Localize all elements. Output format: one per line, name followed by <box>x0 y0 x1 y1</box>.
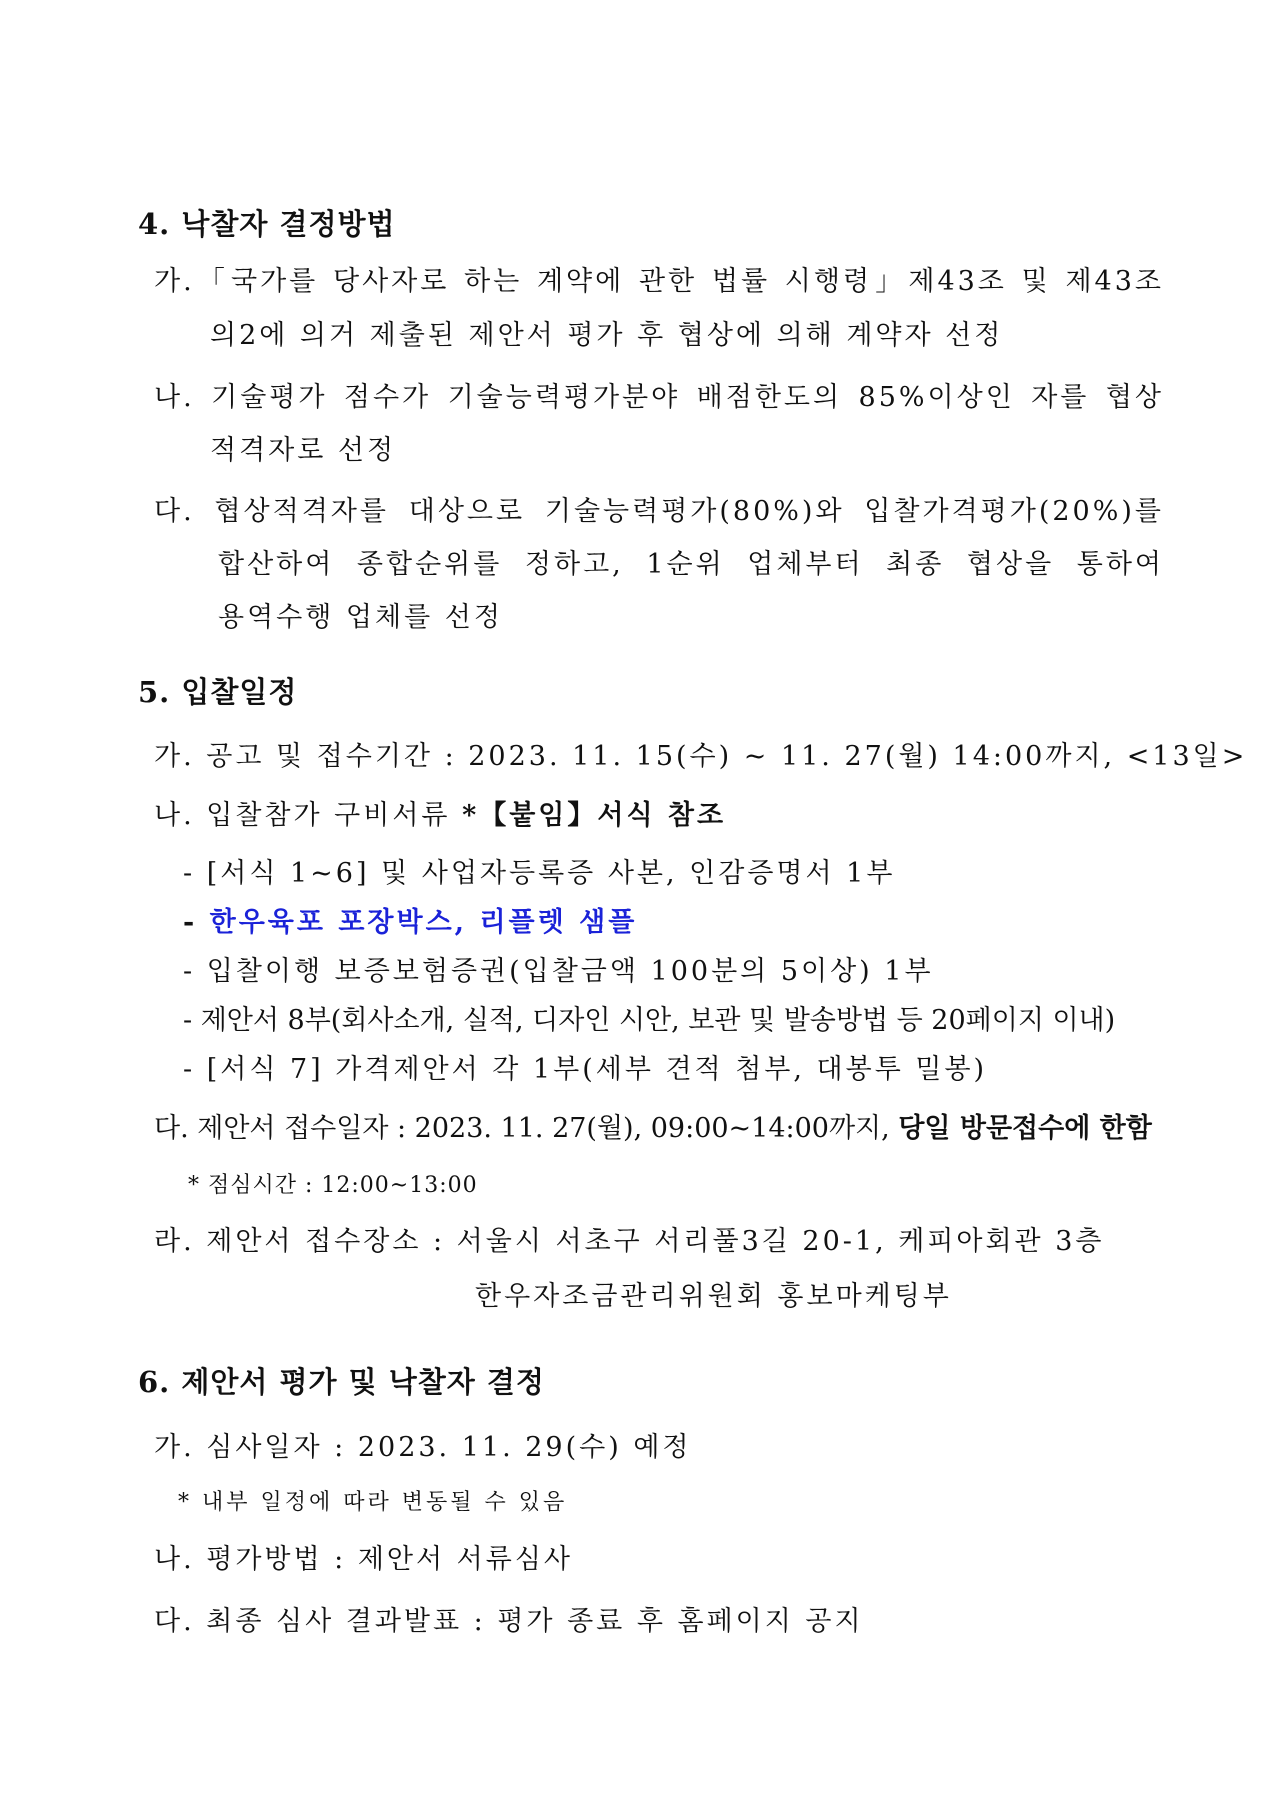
s4-item-da-line2: 합산하여 종합순위를 정하고, 1순위 업체부터 최종 협상을 통하여 <box>218 549 1164 580</box>
s5-subitem-highlight <box>183 906 637 940</box>
s5-item-ga: 가. 공고 및 접수기간 : 2023. 11. 15(수) ~ 11. 27(월) 14:00까지, <13일> <box>154 741 1248 772</box>
section-heading-6: 6. 제안서 평가 및 낙찰자 결정 <box>138 1365 545 1399</box>
s6-item-ga: 가. 심사일자 : 2023. 11. 29(수) 예정 <box>154 1432 692 1463</box>
s5-item-ra-line1: 라. 제안서 접수장소 : 서울시 서초구 서리풀3길 20-1, 케피아회관 3층 <box>154 1226 1105 1257</box>
section-heading-5: 5. 입찰일정 <box>138 675 298 709</box>
s5-item-da-emphasis: 당일 방문접수에 한함 <box>898 1113 1152 1144</box>
s4-item-da-line3: 용역수행 업체를 선정 <box>218 602 503 633</box>
s6-item-da: 다. 최종 심사 결과발표 : 평가 종료 후 홈페이지 공지 <box>154 1606 864 1637</box>
s4-item-da-line1: 다. 협상적격자를 대상으로 기술능력평가(80%)와 입찰가격평가(20%)를 <box>154 496 1164 527</box>
section-heading-4: 4. 낙찰자 결정방법 <box>138 207 396 241</box>
s5-subitem-1: - [서식 1~6] 및 사업자등록증 사본, 인감증명서 1부 <box>183 858 896 889</box>
s5-item-na-text: 나. 입찰참가 구비서류 <box>154 800 463 831</box>
s4-item-na-line1: 나. 기술평가 점수가 기술능력평가분야 배점한도의 85%이상인 자를 협상 <box>154 382 1164 413</box>
s4-item-ga-line2: 의2에 의거 제출된 제안서 평가 후 협상에 의해 계약자 선정 <box>210 320 1004 351</box>
s4-item-na-line2: 적격자로 선정 <box>210 435 397 466</box>
s5-subitem-3: - 제안서 8부(회사소개, 실적, 디자인 시안, 보관 및 발송방법 등 20페이지 이내) <box>183 1005 1116 1036</box>
s4-item-ga-line1: 가.「국가를 당사자로 하는 계약에 관한 법률 시행령」제43조 및 제43조 <box>154 266 1164 297</box>
s6-item-na: 나. 평가방법 : 제안서 서류심사 <box>154 1544 573 1575</box>
s5-subitem-highlight-text: 한우육포 포장박스, 리플렛 샘플 <box>209 907 638 938</box>
s5-item-da <box>154 1112 1152 1146</box>
s6-item-ga-note: * 내부 일정에 따라 변동될 수 있음 <box>178 1490 568 1515</box>
s5-subitem-4: - [서식 7] 가격제안서 각 1부(세부 견적 첨부, 대봉투 밀봉) <box>183 1054 988 1085</box>
s5-item-na-note: *【붙임】서식 참조 <box>462 800 727 831</box>
s5-item-da-note: * 점심시간 : 12:00~13:00 <box>188 1173 478 1198</box>
s5-item-na <box>154 799 726 833</box>
s5-subitem-highlight-dash: - <box>183 907 210 938</box>
s5-subitem-2: - 입찰이행 보증보험증권(입찰금액 100분의 5이상) 1부 <box>183 956 934 987</box>
s5-item-da-text: 다. 제안서 접수일자 : 2023. 11. 27(월), 09:00~14:00까지, <box>154 1113 899 1144</box>
s5-item-ra-line2: 한우자조금관리위원회 홍보마케팅부 <box>475 1281 952 1312</box>
